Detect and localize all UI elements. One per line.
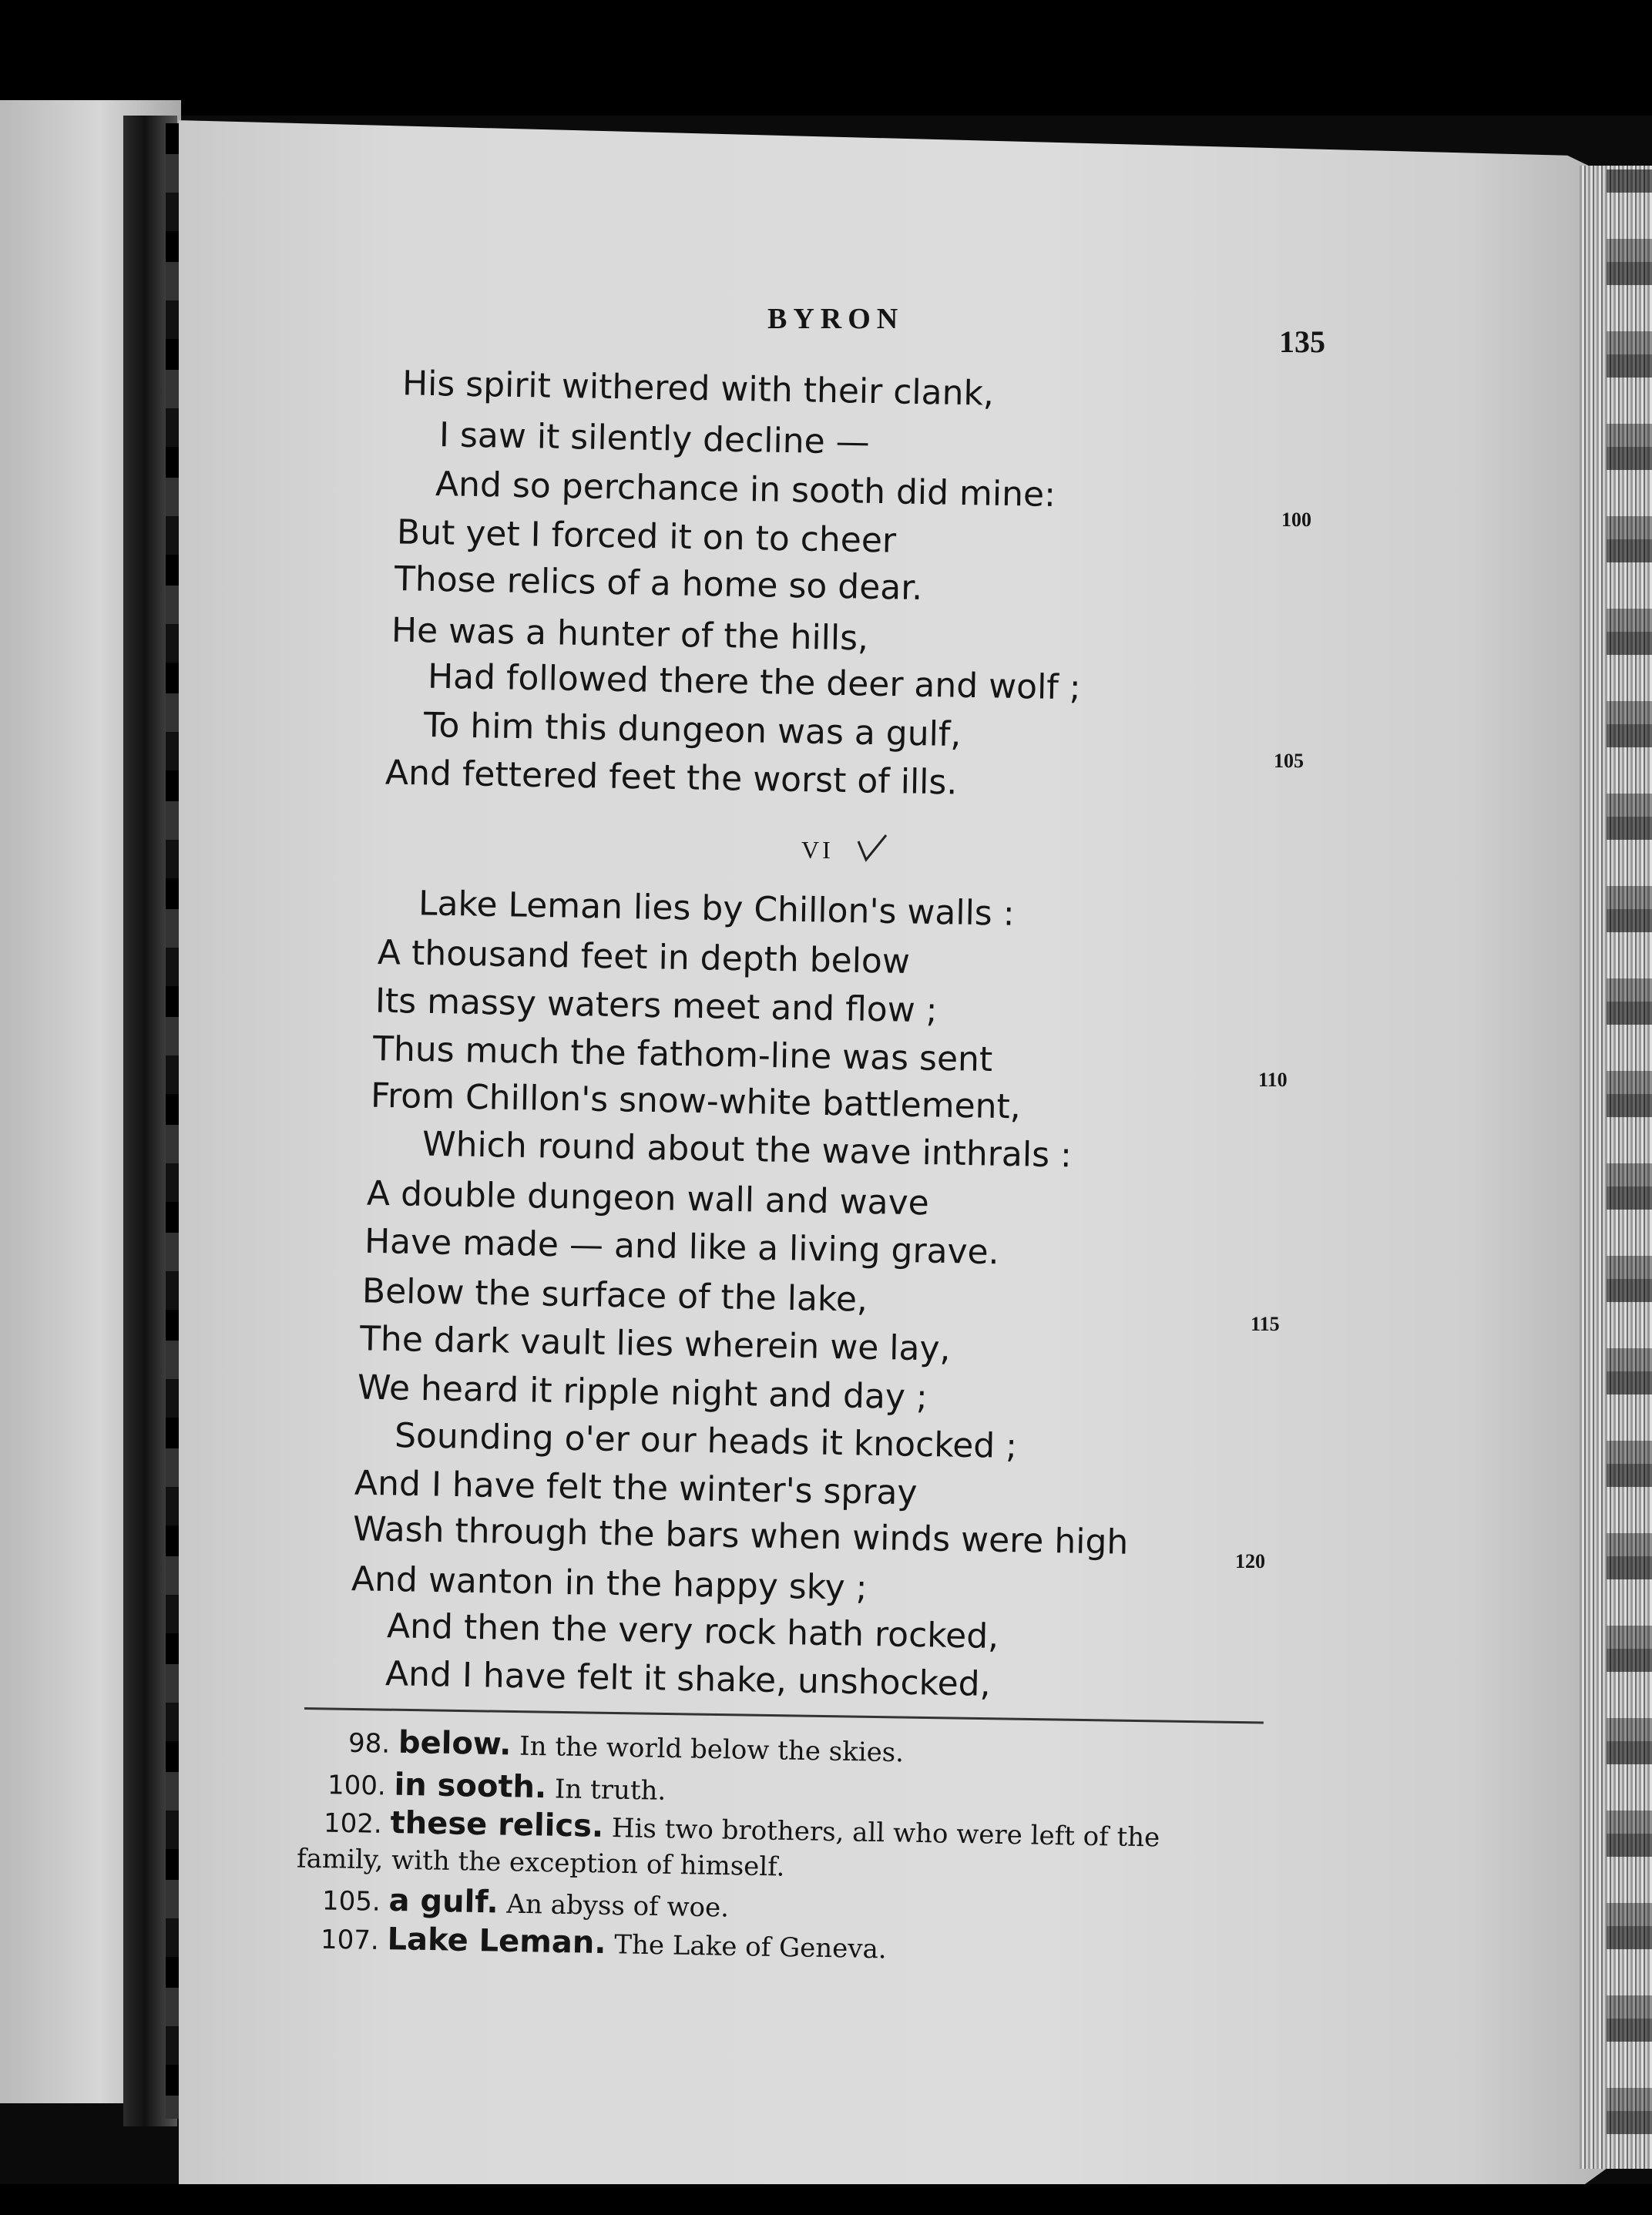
footnote-continuation — [297, 1841, 785, 1884]
footnote-term: Lake Leman. — [387, 1921, 606, 1962]
verse-line: Have made — and like a living grave. — [364, 1221, 1000, 1273]
verse-line: He was a hunter of the hills, — [391, 610, 869, 659]
running-head: BYRON — [767, 303, 905, 335]
verse-line: A thousand feet in depth below — [377, 932, 911, 982]
verse-line: We heard it ripple night and day ; — [357, 1368, 928, 1418]
footnote — [327, 1767, 667, 1808]
footnote-text: An abyss of woe. — [506, 1888, 730, 1924]
verse-line: His spirit withered with their clank, — [401, 364, 995, 414]
verse-line: I saw it silently decline — — [438, 415, 871, 462]
footnote-term: below. — [398, 1724, 512, 1763]
footnote-number: 107. — [320, 1924, 380, 1956]
verse-line: And so perchance in sooth did mine: — [435, 464, 1056, 515]
line-number: 105 — [1274, 750, 1304, 772]
footnote-text: In the world below the skies. — [519, 1730, 905, 1769]
page-number: 135 — [1279, 324, 1325, 359]
footnote-text: His two brothers, all who were left of the — [611, 1813, 1160, 1854]
verse-line: Below the surface of the lake, — [361, 1271, 868, 1320]
footnote-term: these relics. — [390, 1805, 604, 1844]
verse-line: And I have felt it shake, unshocked, — [384, 1654, 992, 1704]
line-number: 115 — [1251, 1313, 1280, 1335]
footnote-text: The Lake of Geneva. — [613, 1929, 887, 1965]
verse-line: Lake Leman lies by Chillon's walls : — [418, 884, 1015, 934]
verse-line: And fettered feet the worst of ills. — [384, 753, 958, 803]
section-heading: VI — [801, 836, 834, 864]
verse-line: Wash through the bars when winds were high — [352, 1509, 1129, 1562]
verse-line: To him this dungeon was a gulf, — [423, 705, 962, 755]
footnote-number: 105. — [321, 1885, 381, 1918]
verse-line: From Chillon's snow-white battlement, — [370, 1076, 1022, 1127]
footnote-text: family, with the exception of himself. — [296, 1843, 785, 1883]
verse-line: And then the very rock hath rocked, — [386, 1606, 999, 1656]
footnote-term: in sooth. — [394, 1767, 547, 1806]
verse-line: A double dungeon wall and wave — [366, 1173, 930, 1223]
footnote-term: a gulf. — [388, 1882, 499, 1921]
footnote-number: 98. — [348, 1727, 391, 1760]
line-number: 120 — [1235, 1550, 1265, 1572]
verse-line: Those relics of a home so dear. — [394, 559, 923, 608]
verse-line: But yet I forced it on to cheer — [396, 512, 897, 561]
verse-line: Which round about the wave inthrals : — [421, 1124, 1073, 1176]
verse-line: And I have felt the winter's spray — [354, 1463, 918, 1513]
footnote — [321, 1921, 887, 1967]
line-number: 110 — [1258, 1069, 1288, 1091]
line-number: 100 — [1281, 508, 1311, 531]
footnote-text: In truth. — [554, 1774, 667, 1807]
footnote-divider — [304, 1707, 1264, 1723]
verse-line: Its massy waters meet and flow ; — [374, 981, 938, 1031]
footnote — [322, 1882, 730, 1925]
verse-line: And wanton in the happy sky ; — [351, 1559, 868, 1608]
footnote-number: 102. — [323, 1807, 383, 1840]
handwritten-check-mark — [855, 831, 889, 864]
verse-line: Sounding o'er our heads it knocked ; — [394, 1415, 1018, 1467]
footnote — [348, 1725, 905, 1770]
verse-line: The dark vault lies wherein we lay, — [359, 1319, 951, 1369]
verse-line: Had followed there the deer and wolf ; — [427, 656, 1082, 708]
verse-line: Thus much the fathom-line was sent — [372, 1029, 993, 1080]
footnote-number: 100. — [327, 1770, 387, 1802]
